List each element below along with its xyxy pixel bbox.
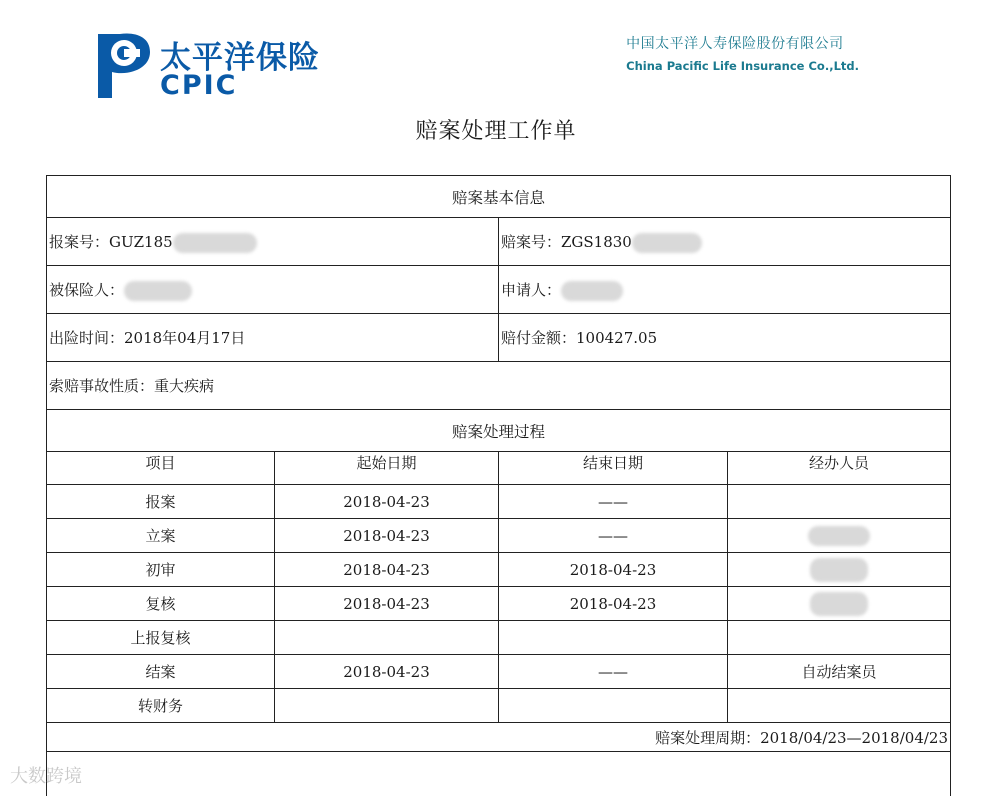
process-start: 2018-04-23 [275,587,499,621]
process-start: 2018-04-23 [275,655,499,689]
report-number: 报案号：GUZ185 [49,233,173,251]
process-handler [728,621,951,655]
redaction-mark [810,592,868,616]
insured-cell [47,266,499,314]
process-handler-cell [728,553,951,587]
table-row [47,519,951,553]
accident-time: 出险时间：2018年04月17日 [47,314,499,362]
process-end [499,621,728,655]
process-end: 2018-04-23 [499,553,728,587]
redaction-mark [173,233,257,253]
cpic-logo [90,30,340,102]
document-title: 赔案处理工作单 [0,114,992,145]
process-end: 2018-04-23 [499,587,728,621]
claim-nature: 索赔事故性质：重大疾病 [47,362,951,410]
claim-form-table [46,175,951,796]
cpic-logo-icon [90,30,156,100]
process-start: 2018-04-23 [275,553,499,587]
process-end: —— [499,485,728,519]
logo-chinese-name: 太平洋保险 [160,32,320,77]
blank-row [47,752,951,796]
process-handler-cell [728,587,951,621]
column-header-end-date: 结束日期 [499,452,728,485]
process-start [275,621,499,655]
table-row [47,689,951,723]
process-item: 复核 [47,587,275,621]
process-header-row [47,452,951,485]
column-header-handler: 经办人员 [728,452,951,485]
process-end: —— [499,519,728,553]
watermark: 大数跨境 [10,762,82,788]
redaction-mark [632,233,702,253]
redaction-mark [561,281,623,301]
process-handler-cell [728,519,951,553]
table-row [47,587,951,621]
claim-number-cell [499,218,951,266]
process-item: 初审 [47,553,275,587]
basic-info-heading: 赔案基本信息 [47,176,951,218]
process-start: 2018-04-23 [275,519,499,553]
process-end [499,689,728,723]
process-handler [728,485,951,519]
logo-english-name: CPIC [160,70,237,101]
claim-number: 赔案号：ZGS1830 [501,233,632,251]
table-row [47,621,951,655]
column-header-item: 项目 [47,452,275,485]
company-name-english: China Pacific Life Insurance Co.,Ltd. [626,59,859,73]
process-start: 2018-04-23 [275,485,499,519]
applicant: 申请人： [501,281,561,299]
applicant-cell [499,266,951,314]
insured-person: 被保险人： [49,281,124,299]
report-number-cell [47,218,499,266]
payout-amount: 赔付金额：100427.05 [499,314,951,362]
company-name-block [626,33,859,73]
process-start [275,689,499,723]
process-handler [728,689,951,723]
company-name-chinese: 中国太平洋人寿保险股份有限公司 [626,33,859,53]
process-handler: 自动结案员 [728,655,951,689]
table-row [47,485,951,519]
process-end: —— [499,655,728,689]
redaction-mark [808,526,870,546]
process-item: 上报复核 [47,621,275,655]
column-header-start-date: 起始日期 [275,452,499,485]
processing-cycle: 赔案处理周期：2018/04/23—2018/04/23 [47,723,951,752]
process-item: 转财务 [47,689,275,723]
process-heading: 赔案处理过程 [47,410,951,452]
table-row [47,553,951,587]
redaction-mark [810,558,868,582]
table-row [47,655,951,689]
process-item: 报案 [47,485,275,519]
process-item: 立案 [47,519,275,553]
process-item: 结案 [47,655,275,689]
redaction-mark [124,281,192,301]
